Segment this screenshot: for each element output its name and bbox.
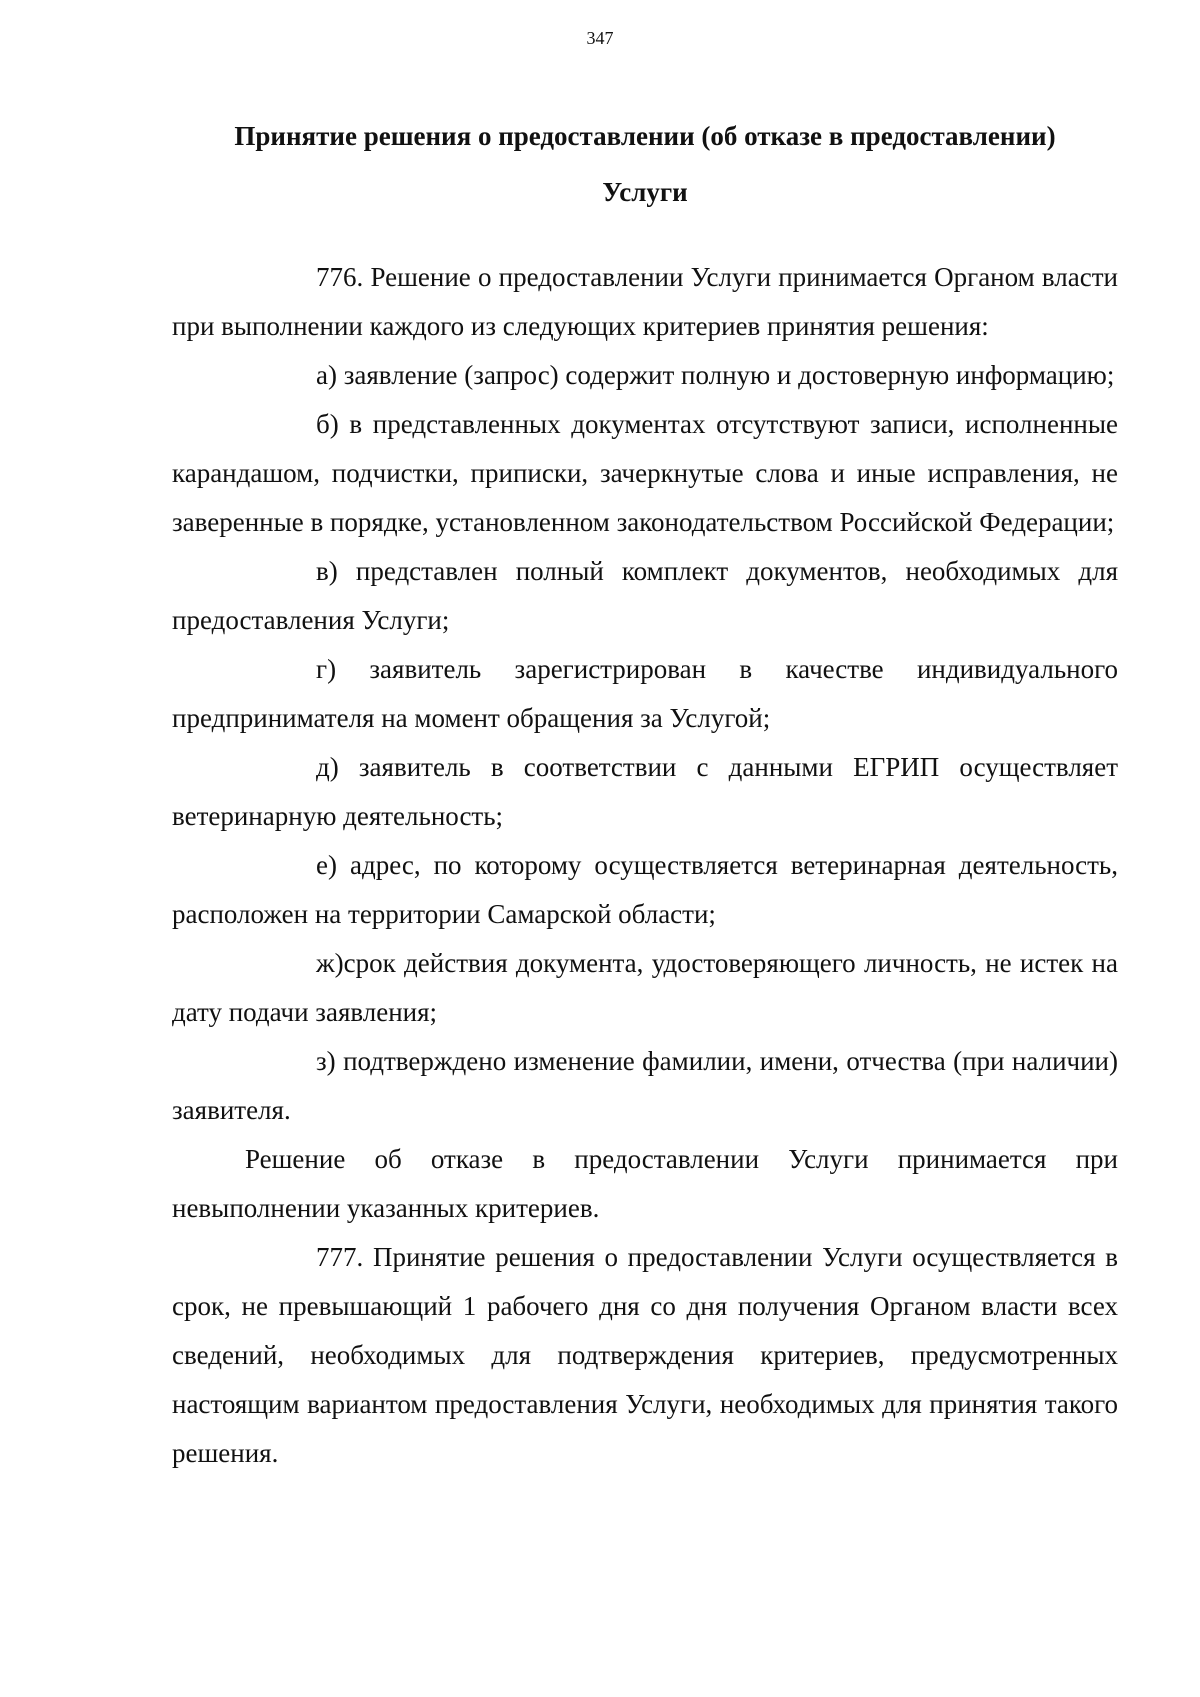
paragraph-776 <box>172 253 1118 351</box>
list-marker: в) <box>316 556 338 586</box>
page-title-line-2: Услуги <box>602 177 688 207</box>
paragraph-number: 776. <box>316 262 364 292</box>
list-marker: з) <box>316 1046 336 1076</box>
criterion-text: адрес, по которому осуществляется ветеринарная деятельность, расположен на территории Самарской области; <box>172 850 1118 929</box>
criterion-b <box>172 400 1118 547</box>
list-marker: а) <box>316 360 337 390</box>
criterion-g <box>172 645 1118 743</box>
list-marker: д) <box>316 752 339 782</box>
list-marker: б) <box>316 409 339 439</box>
paragraph-text: Принятие решения о предоставлении Услуги осуществляется в срок, не превышающий 1 рабочего дня со дня получения Органом власти всех сведений, необходимых для подтверждения критериев, предусмотренных настоящим вариантом предоставления Услуги, необходимых для принятия такого решения. <box>172 1242 1118 1468</box>
paragraph-777 <box>172 1233 1118 1478</box>
criterion-text: срок действия документа, удостоверяющего личность, не истек на дату подачи заявления; <box>172 948 1118 1027</box>
list-marker: е) <box>316 850 337 880</box>
document-body <box>172 253 1118 1478</box>
paragraph-number: 777. <box>316 1242 364 1272</box>
criterion-text: заявитель в соответствии с данными ЕГРИП осуществляет ветеринарную деятельность; <box>172 752 1118 831</box>
criterion-e <box>172 841 1118 939</box>
paragraph-text: Решение об отказе в предоставлении Услуги принимается при невыполнении указанных критериев. <box>172 1144 1118 1223</box>
criterion-zh <box>172 939 1118 1037</box>
criterion-text: заявитель зарегистрирован в качестве индивидуального предпринимателя на момент обращения за Услугой; <box>172 654 1118 733</box>
criterion-text: в представленных документах отсутствуют записи, исполненные карандашом, подчистки, приписки, зачеркнутые слова и иные исправления, не заверенные в порядке, установленном законодательством Российской Федерации; <box>172 409 1118 537</box>
refusal-paragraph <box>172 1135 1118 1233</box>
page-title-line-1: Принятие решения о предоставлении (об отказе в предоставлении) <box>234 121 1056 151</box>
criterion-text: подтверждено изменение фамилии, имени, отчества (при наличии) заявителя. <box>172 1046 1118 1125</box>
page-number: 347 <box>586 28 614 48</box>
criterion-z <box>172 1037 1118 1135</box>
criterion-text: представлен полный комплект документов, необходимых для предоставления Услуги; <box>172 556 1118 635</box>
page-title <box>172 108 1118 220</box>
list-marker: ж) <box>316 948 344 978</box>
criterion-text: заявление (запрос) содержит полную и достоверную информацию; <box>336 360 1115 390</box>
criterion-a <box>172 351 1118 400</box>
list-marker: г) <box>316 654 337 684</box>
paragraph-text: Решение о предоставлении Услуги принимается Органом власти при выполнении каждого из следующих критериев принятия решения: <box>172 262 1118 341</box>
criterion-v <box>172 547 1118 645</box>
criterion-d <box>172 743 1118 841</box>
